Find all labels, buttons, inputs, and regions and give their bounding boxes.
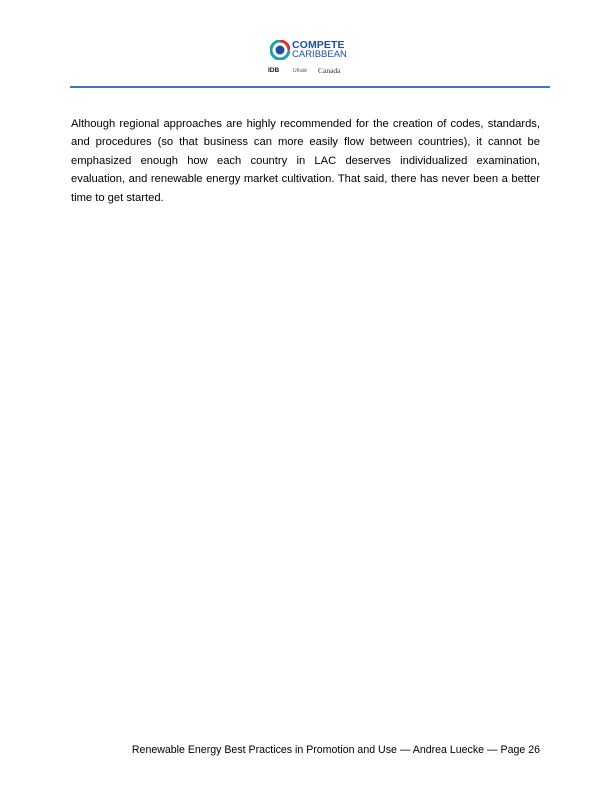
compete-caribbean-emblem-icon xyxy=(270,40,290,60)
brand-name-line1: COMPETE xyxy=(292,39,345,51)
canada-logo: Canada xyxy=(318,66,341,75)
compete-caribbean-logo xyxy=(268,39,358,79)
page-footer: Renewable Energy Best Practices in Promotion and Use — Andrea Luecke — Page 26 xyxy=(131,744,540,756)
ukaid-logo: UKaid xyxy=(293,68,307,74)
brand-name-line2: CARIBBEAN xyxy=(292,49,347,60)
body-paragraph: Although regional approaches are highly recommended for the creation of codes, standards, and procedures (so that business can more easily flow between countries), it cannot be emphasized enough how each country in LAC deserves individualized examination, evaluation, and renewable energy market cultivation. That said, there has never been a better time to get started. xyxy=(71,118,540,204)
partner-logos xyxy=(268,67,358,77)
idb-logo: IDB xyxy=(268,67,280,74)
header-divider xyxy=(70,86,550,88)
